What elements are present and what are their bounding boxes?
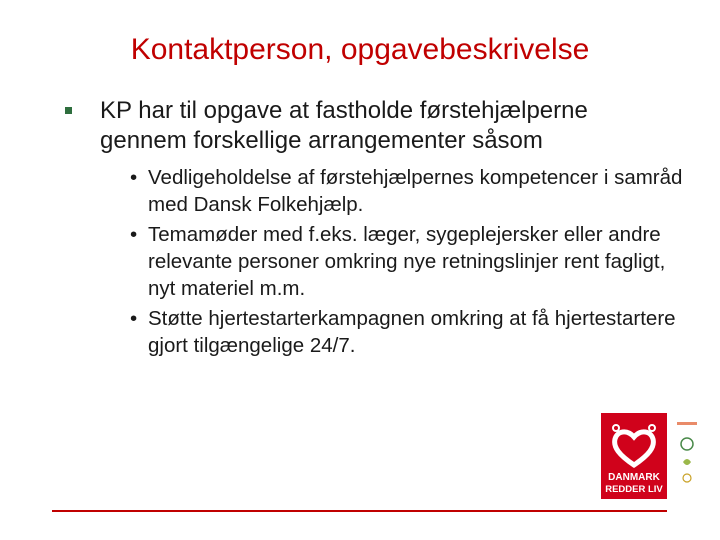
footer-divider — [52, 510, 667, 512]
sub-bullet-item: • Støtte hjertestarterkampagnen omkring at få hjertestartere gjort tilgængelige 24/7. — [130, 305, 690, 359]
main-bullet-item — [62, 96, 683, 359]
slide-title: Kontaktperson, opgavebeskrivelse — [130, 33, 590, 66]
main-bullet-text: KP har til opgave at fastholde førstehjælperne gennem forskellige arrangementer såsom — [100, 97, 588, 154]
partner-logos-icon — [673, 418, 703, 488]
logo-text-line2: REDDER LIV — [605, 484, 663, 495]
sub-bullet-item: • Vedligeholdelse af førstehjælpernes kompetencer i samråd med Dansk Folkehjælp. — [130, 164, 690, 218]
sub-bullet-list — [100, 164, 690, 359]
logo-text-line1: DANMARK — [608, 472, 660, 483]
danmark-redder-liv-logo — [601, 413, 667, 499]
main-bullet-list — [62, 96, 683, 362]
square-bullet-icon — [65, 107, 72, 114]
sub-bullet-item: • Temamøder med f.eks. læger, sygeplejersker eller andre relevante personer omkring nye retningslinjer rent fagligt, nyt materiel m.m. — [130, 221, 690, 302]
